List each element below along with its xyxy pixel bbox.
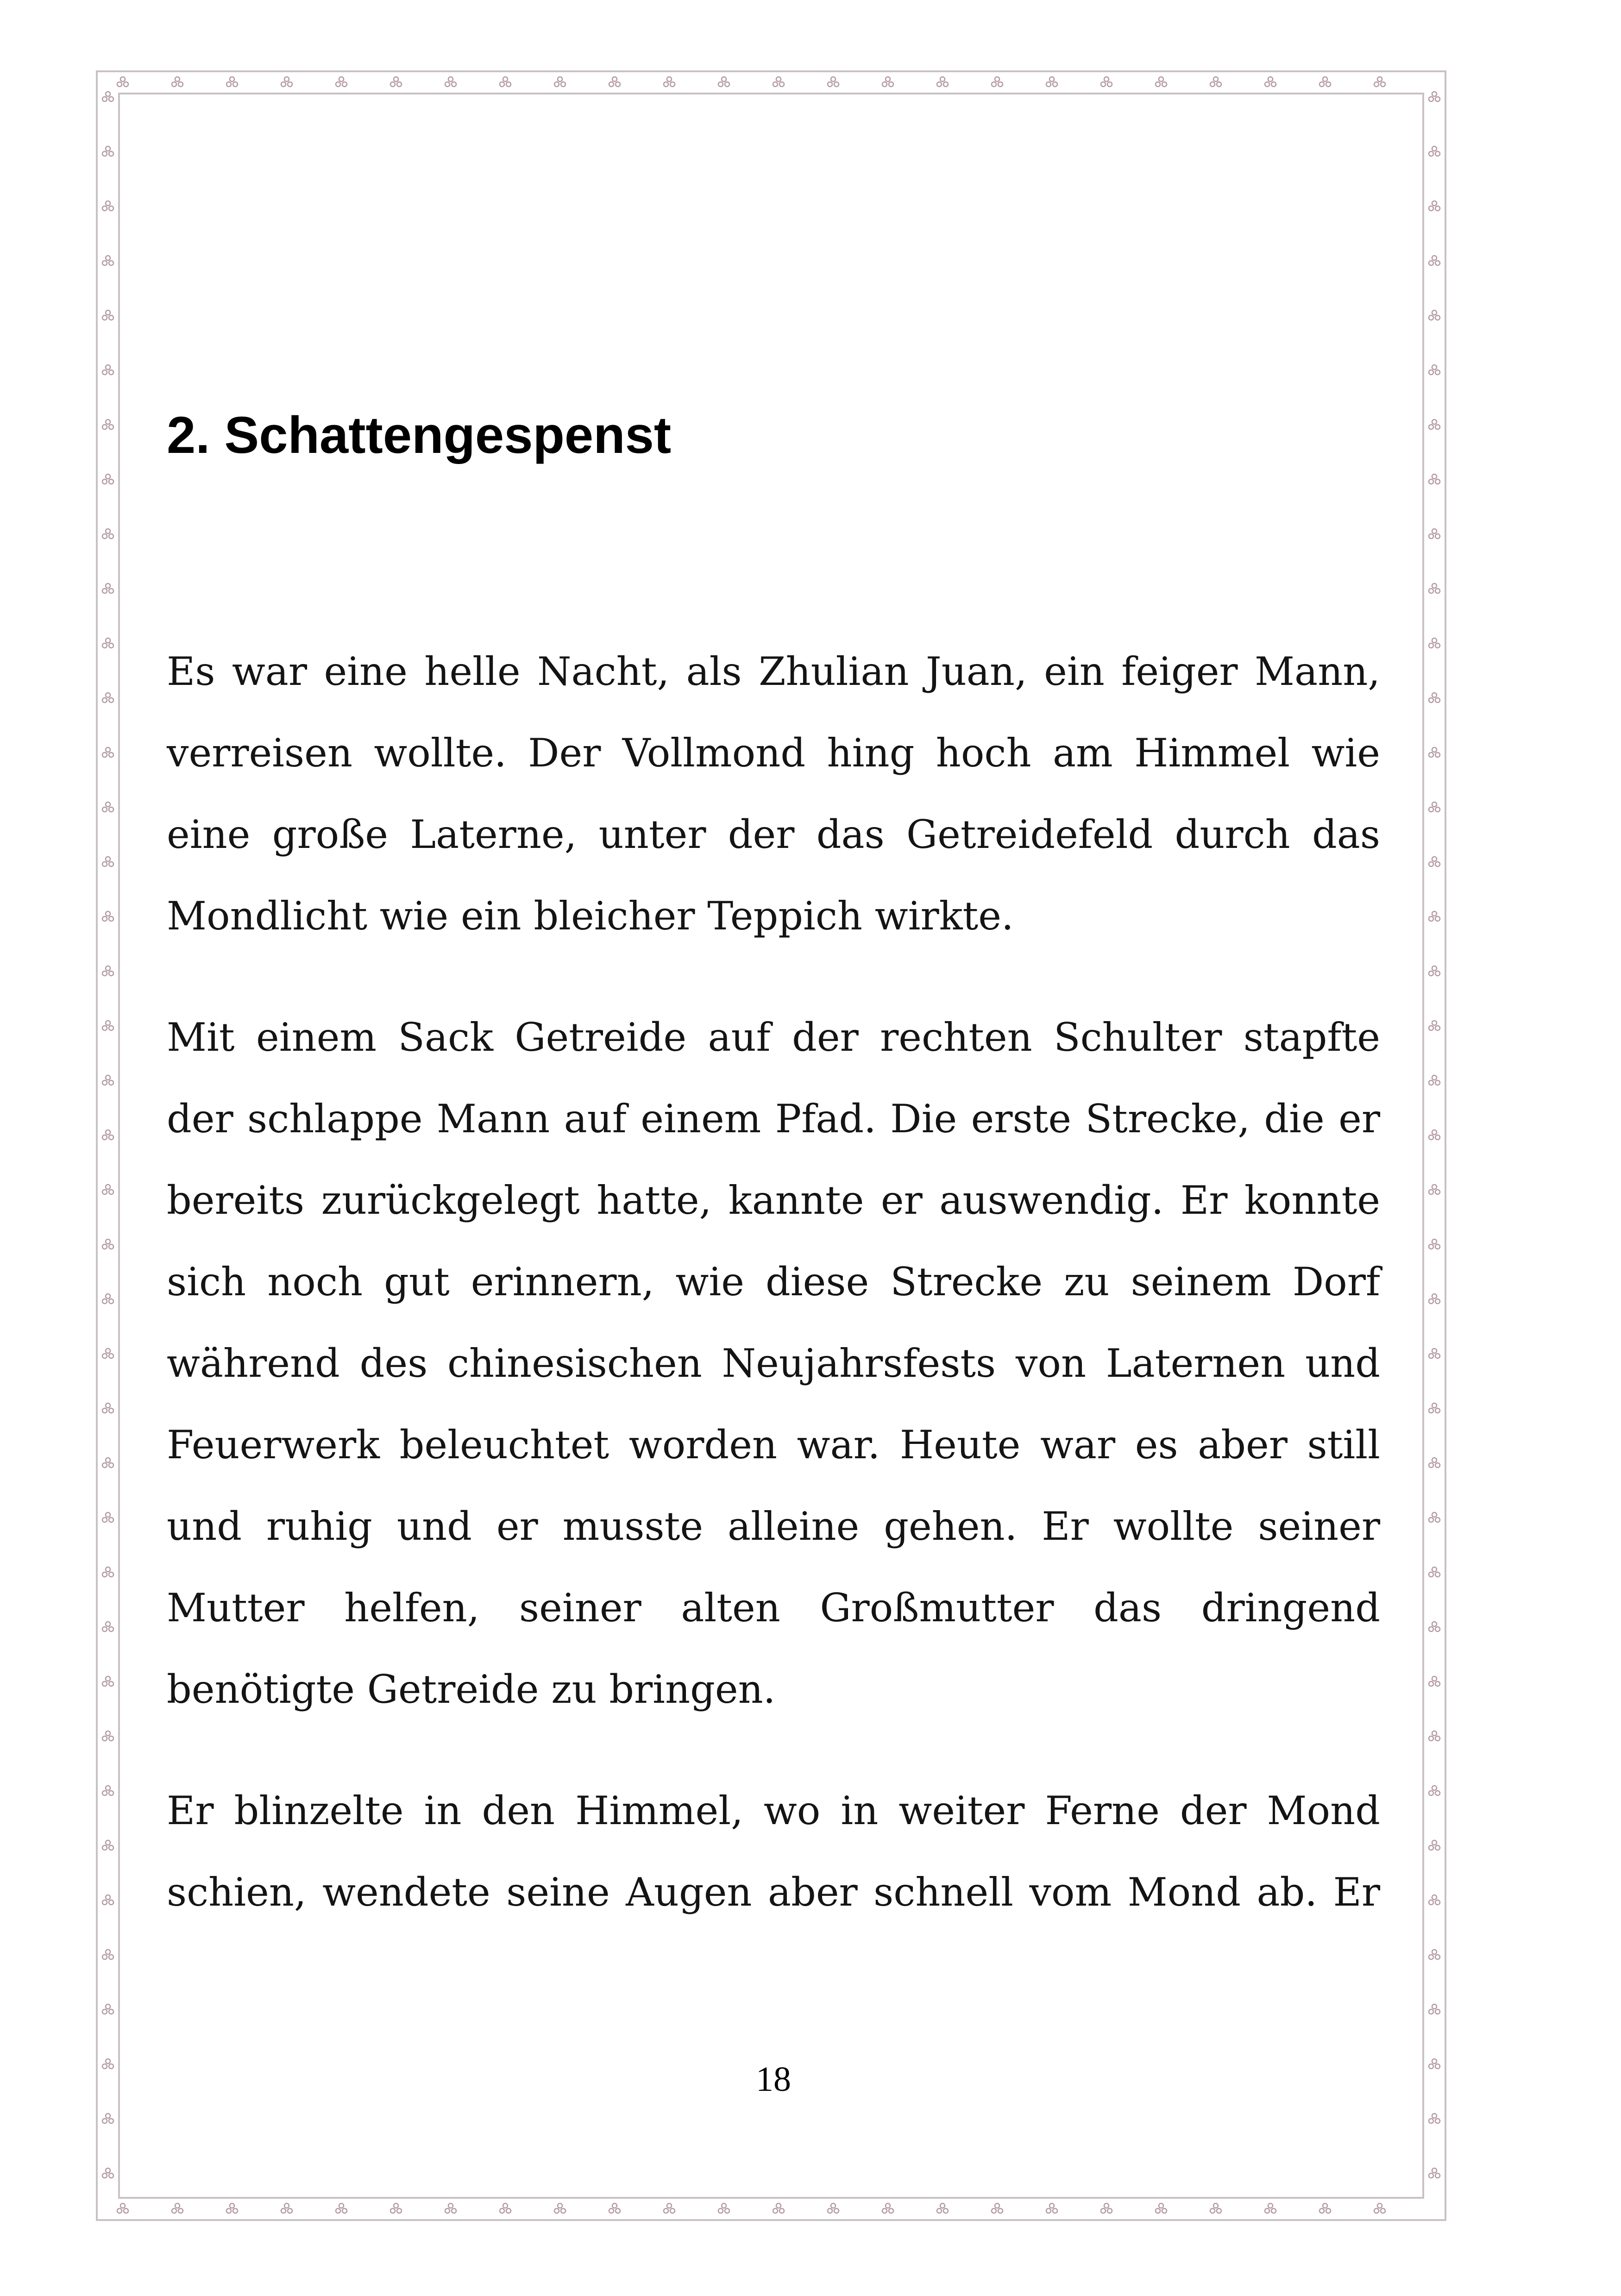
flower-ornament-icon [102, 1130, 113, 1140]
flower-ornament-icon [554, 77, 565, 87]
flower-ornament-icon [102, 256, 113, 265]
flower-ornament-icon [445, 2203, 456, 2213]
flower-ornament-icon [1429, 1567, 1440, 1577]
flower-ornament-icon [1429, 365, 1440, 375]
flower-ornament-icon [1429, 1895, 1440, 1905]
flower-ornament-icon [937, 2203, 948, 2213]
flower-ornament-icon [336, 2203, 347, 2213]
flower-ornament-icon [102, 2004, 113, 2014]
flower-ornament-icon [1429, 1731, 1440, 1741]
flower-ornament-icon [390, 77, 402, 87]
flower-ornament-icon [102, 1895, 113, 1905]
flower-ornament-icon [1429, 2004, 1440, 2014]
flower-ornament-icon [102, 1458, 113, 1468]
flower-ornament-icon [718, 77, 729, 87]
flower-ornament-icon [102, 1512, 113, 1522]
flower-ornament-icon [117, 77, 128, 87]
flower-ornament-icon [1429, 1075, 1440, 1085]
flower-ornament-icon [102, 1950, 113, 1959]
flower-ornament-icon [664, 77, 675, 87]
flower-ornament-icon [937, 77, 948, 87]
flower-ornament-icon [1429, 420, 1440, 429]
flower-ornament-icon [1429, 583, 1440, 593]
flower-ornament-icon [102, 529, 113, 539]
flower-ornament-icon [102, 911, 113, 921]
flower-ornament-icon [882, 77, 893, 87]
flower-ornament-icon [1265, 2203, 1276, 2213]
flower-ornament-icon [1429, 857, 1440, 866]
flower-ornament-icon [1429, 1349, 1440, 1358]
flower-ornament-icon [102, 1731, 113, 1741]
flower-ornament-icon [1429, 2114, 1440, 2123]
flower-ornament-icon [992, 2203, 1003, 2213]
flower-ornament-icon [1429, 146, 1440, 156]
flower-ornament-icon [1429, 1786, 1440, 1795]
flower-ornament-icon [102, 420, 113, 429]
flower-ornament-icon [1429, 911, 1440, 921]
flower-ornament-icon [102, 638, 113, 648]
flower-ornament-icon [1156, 2203, 1167, 2213]
flower-ornament-icon [102, 583, 113, 593]
flower-ornament-icon [102, 857, 113, 866]
flower-ornament-icon [1429, 1403, 1440, 1413]
flower-ornament-icon [1429, 1676, 1440, 1686]
flower-ornament-icon [773, 77, 784, 87]
flower-ornament-icon [1429, 529, 1440, 539]
flower-ornament-icon [102, 1622, 113, 1631]
flower-ornament-icon [102, 2114, 113, 2123]
flower-ornament-icon [1429, 1130, 1440, 1140]
flower-ornament-icon [882, 2203, 893, 2213]
flower-ornament-icon [500, 77, 511, 87]
flower-ornament-icon [102, 1239, 113, 1249]
flower-ornament-icon [390, 2203, 402, 2213]
flower-ornament-icon [102, 310, 113, 320]
flower-ornament-icon [718, 2203, 729, 2213]
flower-ornament-icon [1429, 1622, 1440, 1631]
flower-ornament-icon [773, 2203, 784, 2213]
flower-ornament-icon [102, 1075, 113, 1085]
flower-ornament-icon [1429, 1239, 1440, 1249]
chapter-heading: 2. Schattengespenst [167, 406, 672, 464]
flower-ornament-icon [102, 1840, 113, 1850]
flower-ornament-icon [281, 2203, 292, 2213]
flower-ornament-icon [554, 2203, 565, 2213]
paragraph-1: Es war eine helle Nacht, als Zhulian Juan, ein feiger Mann, verreisen wollte. Der Vollmond hing hoch am Himmel wie eine große Laterne, unter der das Getreidefeld durch das Mondlicht wie ein bleicher Teppich wirkte. [167, 649, 1380, 939]
flower-ornament-icon [102, 474, 113, 484]
flower-ornament-icon [828, 77, 839, 87]
flower-ornament-icon [1319, 2203, 1331, 2213]
flower-ornament-icon [336, 77, 347, 87]
flower-ornament-icon [1210, 2203, 1221, 2213]
flower-ornament-icon [281, 77, 292, 87]
flower-ornament-icon [1429, 310, 1440, 320]
flower-ornament-icon [1429, 693, 1440, 703]
flower-ornament-icon [992, 77, 1003, 87]
flower-ornament-icon [1429, 802, 1440, 812]
flower-ornament-icon [1374, 77, 1385, 87]
flower-ornament-icon [102, 1185, 113, 1194]
flower-ornament-icon [1429, 1840, 1440, 1850]
paragraph-3: Er blinzelte in den Himmel, wo in weiter Ferne der Mond schien, wendete seine Augen aber schnell vom Mond ab. Er [167, 1788, 1380, 1915]
flower-ornament-icon [1429, 2168, 1440, 2178]
flower-ornament-icon [102, 365, 113, 375]
flower-ornament-icon [1429, 1185, 1440, 1194]
flower-ornament-icon [1046, 2203, 1057, 2213]
flower-ornament-icon [1101, 2203, 1112, 2213]
flower-ornament-icon [1429, 747, 1440, 757]
flower-ornament-icon [500, 2203, 511, 2213]
flower-ornament-icon [609, 2203, 620, 2213]
flower-ornament-icon [172, 2203, 183, 2213]
flower-ornament-icon [1156, 77, 1167, 87]
flower-ornament-icon [117, 2203, 128, 2213]
flower-ornament-icon [1319, 77, 1331, 87]
flower-ornament-icon [1429, 1294, 1440, 1304]
flower-ornament-icon [102, 2168, 113, 2178]
flower-ornament-icon [102, 1786, 113, 1795]
flower-ornament-icon [1265, 77, 1276, 87]
flower-ornament-icon [1429, 966, 1440, 976]
flower-ornament-icon [1429, 1021, 1440, 1030]
flower-ornament-icon [102, 201, 113, 211]
flower-ornament-icon [1429, 474, 1440, 484]
flower-ornament-icon [102, 693, 113, 703]
paragraph-2: Mit einem Sack Getreide auf der rechten Schulter stapfte der schlappe Mann auf einem Pfad. Die erste Strecke, die er bereits zurückgelegt hatte, kannte er auswendig. Er konnte sich noch gut erinnern, wie diese Strecke zu seinem Dorf während des chinesischen Neujahrsfests von Laternen und Feuerwerk beleuchtet worden war. Heute war es aber still und ruhig und er musste alleine gehen. Er wollte seiner Mutter helfen, seiner alten Großmutter das dringend benötigte Getreide zu bringen. [167, 1015, 1380, 1712]
page-number: 18 [756, 2060, 791, 2099]
flower-ornament-icon [102, 1403, 113, 1413]
flower-ornament-icon [445, 77, 456, 87]
flower-ornament-icon [102, 1567, 113, 1577]
flower-ornament-icon [1210, 77, 1221, 87]
flower-ornament-icon [102, 802, 113, 812]
flower-ornament-icon [172, 77, 183, 87]
flower-ornament-icon [1429, 1512, 1440, 1522]
flower-ornament-icon [102, 146, 113, 156]
flower-ornament-icon [1429, 1458, 1440, 1468]
flower-ornament-icon [102, 1294, 113, 1304]
flower-ornament-icon [102, 1021, 113, 1030]
flower-ornament-icon [1429, 92, 1440, 101]
flower-ornament-icon [102, 747, 113, 757]
flower-ornament-icon [1046, 77, 1057, 87]
flower-ornament-icon [1429, 256, 1440, 265]
flower-ornament-icon [102, 966, 113, 976]
flower-ornament-icon [102, 92, 113, 101]
flower-ornament-icon [828, 2203, 839, 2213]
flower-ornament-icon [664, 2203, 675, 2213]
flower-ornament-icon [1429, 1950, 1440, 1959]
flower-ornament-icon [226, 2203, 238, 2213]
flower-ornament-icon [102, 1676, 113, 1686]
flower-ornament-icon [1429, 638, 1440, 648]
flower-ornament-icon [609, 77, 620, 87]
flower-ornament-icon [1429, 201, 1440, 211]
flower-ornament-icon [102, 1349, 113, 1358]
flower-ornament-icon [226, 77, 238, 87]
flower-ornament-icon [1101, 77, 1112, 87]
flower-ornament-icon [1374, 2203, 1385, 2213]
